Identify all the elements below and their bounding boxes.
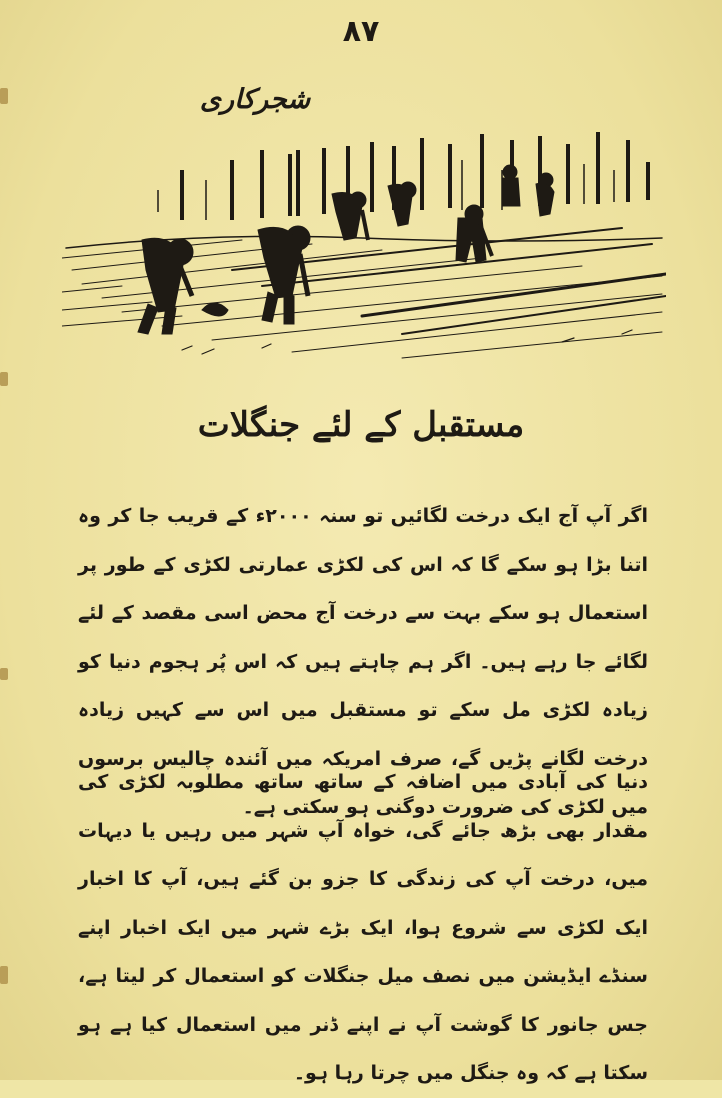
section-label: شجرکاری — [199, 84, 311, 115]
article-paragraph: اگر آپ آج ایک درخت لگائیں تو سنہ ۲۰۰۰ء کے قریب جا کر وہ اتنا بڑا ہو سکے گا کہ اس کی لکڑی عمارتی لکڑی کے طور پر استعمال ہو سکے بہت سے درخت آج محض اسی مقصد کے لئے لگائے جا رہے ہیں۔ اگر ہم چاہتے ہیں کہ اس پُر ہجوم دنیا کو زیادہ لکڑی مل سکے تو مستقبل میں اس سے کہیں زیادہ درخت لگانے پڑیں گے، صرف امریکہ میں آئندہ چالیس برسوں میں لکڑی کی ضرورت دوگنی ہو سکتی ہے۔ — [78, 505, 648, 818]
margin-mark — [0, 966, 8, 984]
margin-mark — [0, 372, 8, 386]
page-number: ۸۷ — [342, 14, 380, 49]
article-title: مستقبل کے لئے جنگلات — [197, 405, 525, 445]
margin-mark — [0, 668, 8, 680]
tree-planting-workers-illustration — [62, 120, 666, 360]
margin-mark — [0, 88, 8, 104]
article-paragraph: دنیا کی آبادی میں اضافہ کے ساتھ ساتھ مطلوبہ لکڑی کی مقدار بھی بڑھ جائے گی، خواہ آپ شہر میں رہیں یا دیہات میں، درخت آپ کی زندگی کا جزو بن گئے ہیں، آپ کا اخبار ایک لکڑی سے شروع ہوا، ایک بڑے شہر میں ایک اخبار اپنے سنڈے ایڈیشن میں نصف میل جنگلات کو استعمال کر لیتا ہے، جس جانور کا گوشت آپ نے اپنے ڈنر میں استعمال کیا ہے ہو سکتا ہے کہ وہ جنگل میں چرتا رہا ہو۔ — [78, 771, 648, 1084]
